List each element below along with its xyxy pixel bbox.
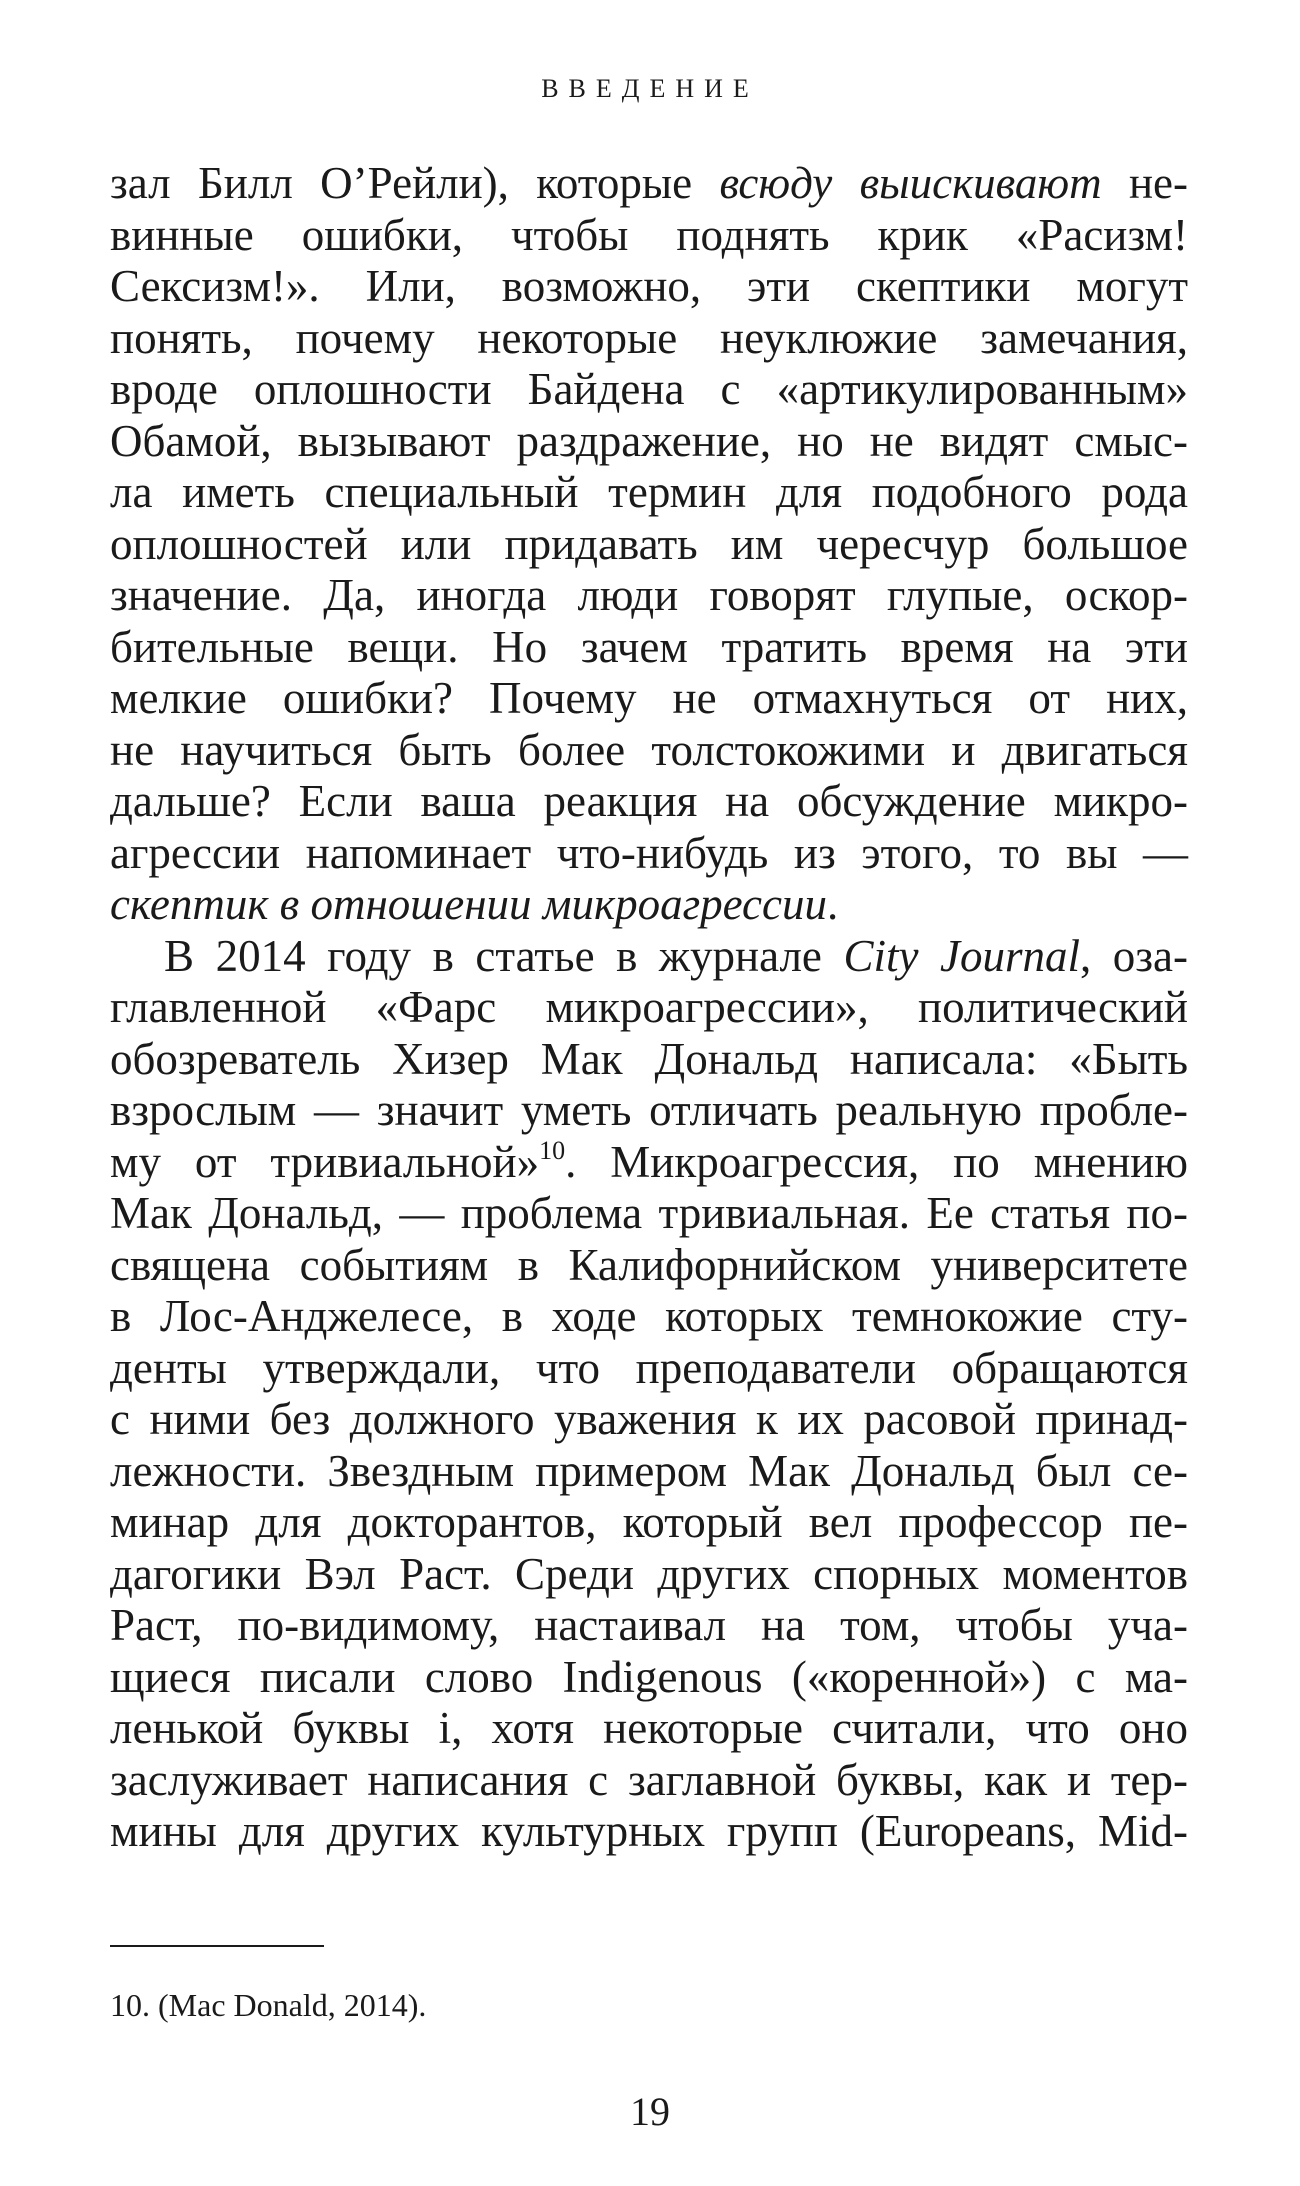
text-line: в Лос-Анджелесе, в ходе которых темнокожие сту- bbox=[110, 1291, 1188, 1341]
text-line: мелкие ошибки? Почему не отмахнуться от них, bbox=[110, 673, 1188, 723]
text-line: денты утверждали, что преподаватели обращаются bbox=[110, 1342, 1188, 1393]
text-line: Сексизм!». Или, возможно, эти скептики могут bbox=[110, 261, 1188, 311]
text-line: главленной «Фарс микроагрессии», политический bbox=[110, 982, 1188, 1032]
text-line: дальше? Если ваша реакция на обсуждение микро- bbox=[110, 776, 1188, 826]
text-line: бительные вещи. Но зачем тратить время на эти bbox=[110, 621, 1188, 672]
text-line: дагогики Вэл Раст. Среди других спорных моментов bbox=[110, 1548, 1188, 1599]
text-line: ленькой буквы i, хотя некоторые считали, что оно bbox=[110, 1703, 1188, 1753]
text-line: агрессии напоминает что-нибудь из этого, то вы — bbox=[110, 827, 1188, 878]
text-line: понять, почему некоторые неуклюжие замечания, bbox=[110, 312, 1188, 363]
body-text bbox=[110, 158, 1188, 1858]
text-line: лежности. Звездным примером Мак Дональд был се- bbox=[110, 1445, 1188, 1496]
text-line: В 2014 году в статье в журнале City Journal, оза- bbox=[164, 930, 1189, 981]
text-line: взрослым — значит уметь отличать реальную пробле- bbox=[110, 1085, 1188, 1135]
text-line: оплошностей или придавать им чересчур большое bbox=[110, 518, 1188, 569]
text-line: скептик в отношении микроагрессии. bbox=[110, 879, 839, 929]
text-line: Обамой, вызывают раздражение, но не видят смыс- bbox=[110, 415, 1188, 466]
text-line: мины для других культурных групп (Europeans, Mid- bbox=[110, 1806, 1188, 1856]
text-line: минар для докторантов, который вел профессор пе- bbox=[110, 1497, 1188, 1547]
text-line: винные ошибки, чтобы поднять крик «Расизм! bbox=[110, 209, 1188, 260]
running-head: ВВЕДЕНИЕ bbox=[541, 74, 759, 103]
text-line: заслуживает написания с заглавной буквы, как и тер- bbox=[110, 1754, 1188, 1805]
text-line: с ними без должного уважения к их расовой принад- bbox=[110, 1394, 1188, 1444]
text-line: вроде оплошности Байдена с «артикулированным» bbox=[110, 364, 1188, 414]
text-line: священа событиям в Калифорнийском университете bbox=[110, 1239, 1188, 1290]
emphasis: всюду выискивают bbox=[719, 158, 1102, 208]
text-line: Мак Дональд, — проблема тривиальная. Ее статья по- bbox=[110, 1188, 1188, 1238]
footnote-rule bbox=[110, 1945, 324, 1947]
text-line: щиеся писали слово Indigenous («коренной») с ма- bbox=[110, 1651, 1188, 1702]
text-line: обозреватель Хизер Мак Дональд написала: «Быть bbox=[110, 1033, 1188, 1084]
journal-title: City Journal bbox=[843, 930, 1080, 981]
text-line: ла иметь специальный термин для подобного рода bbox=[110, 467, 1188, 517]
emphasis: скептик в отношении микроагрессии bbox=[110, 879, 827, 929]
footnote-ref[interactable]: 10 bbox=[539, 1135, 566, 1165]
text-line: Раст, по-видимому, настаивал на том, чтобы уча- bbox=[110, 1600, 1188, 1650]
text-line: зал Билл О’Рейли), которые всюду выискивают не- bbox=[110, 158, 1188, 208]
text-line: значение. Да, иногда люди говорят глупые, оскор- bbox=[110, 570, 1188, 620]
page-number: 19 bbox=[630, 2089, 670, 2134]
text-line: не научиться быть более толстокожими и двигаться bbox=[110, 724, 1188, 775]
footnote: 10. (Mac Donald, 2014). bbox=[110, 1987, 427, 2023]
text-line: му от тривиальной»$^{10}$. Микроагрессия, по мнению bbox=[110, 1135, 1189, 1187]
